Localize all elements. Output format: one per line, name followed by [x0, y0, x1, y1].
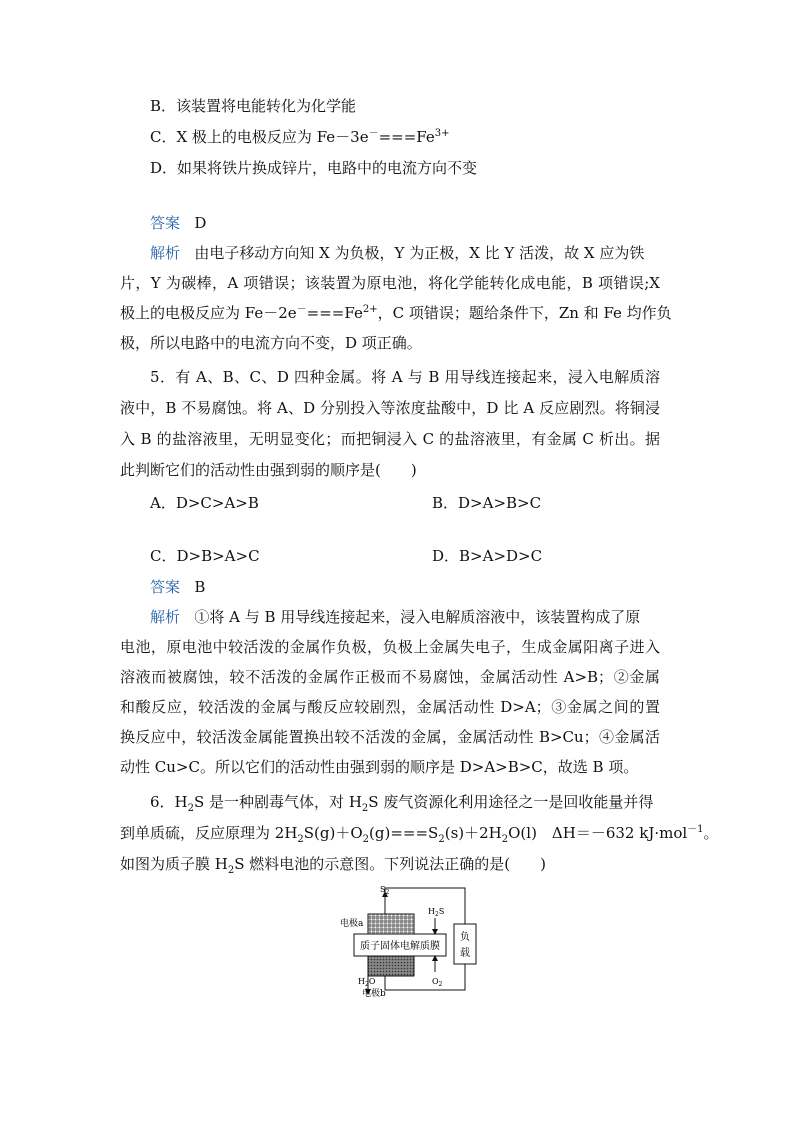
q4-analysis-line-2: 片，Y 为碳棒，A 项错误；该装置为原电池，将化学能转化成电能，B 项错误;X — [120, 274, 660, 292]
membrane-label: 质子固体电解质膜 — [360, 941, 440, 952]
h2o-label: $H_2O$ — [358, 977, 376, 988]
electrode-a-label: 电极a — [340, 919, 364, 929]
q4-analysis-line-1: 解析 由电子移动方向知 X 为负极，Y 为正极，X 比 Y 活泼，故 X 应为铁 — [150, 244, 645, 262]
q5-option-b: B．D>A>B>C — [432, 494, 542, 512]
q5-option-d: D．B>A>D>C — [432, 547, 543, 565]
load-label-2: 载 — [460, 948, 470, 959]
q5-analysis-line-4: 和酸反应，较活泼的金属与酸反应较剧烈，金属活动性 D>A；③金属之间的置 — [120, 698, 660, 716]
q6-stem-line-2: 到单质硫，反应原理为 $2H_2S(g)+O_2(g)===S_2(s)+2H_2O(l)$ ΔH＝－632 kJ·mol$^{-1}$。 — [120, 824, 719, 845]
electrode-b — [368, 956, 414, 976]
q5-stem-line-2: 液中，B 不易腐蚀。将 A、D 分别投入等浓度盐酸中，D 比 A 反应剧烈。将铜浸 — [120, 399, 660, 417]
q5-analysis-line-5: 换反应中，较活泼金属能置换出较不活泼的金属，金属活动性 B>Cu；④金属活 — [120, 728, 660, 746]
q4-analysis-line-4: 极，所以电路中的电流方向不变，D 项正确。 — [120, 334, 422, 352]
s2-label: $S_2$ — [380, 885, 390, 896]
analysis-label: 解析 — [150, 608, 181, 626]
q4-option-b: B．该装置将电能转化为化学能 — [150, 97, 357, 115]
fuel-cell-diagram — [340, 880, 490, 1000]
q4-option-c: C．X 极上的电极反应为 $Fe-3e^-===Fe^{3+}$ — [150, 128, 450, 146]
q5-option-c: C．D>B>A>C — [150, 547, 260, 565]
q5-stem-line-1: 5．有 A、B、C、D 四种金属。将 A 与 B 用导线连接起来，浸入电解质溶 — [150, 368, 660, 386]
load-label-1: 负 — [460, 932, 470, 943]
q5-stem-line-4: 此判断它们的活动性由强到弱的顺序是( ) — [120, 461, 417, 479]
q4-analysis-line-3: 极上的电极反应为 $Fe-2e^-===Fe^{2+}$，C 项错误；题给条件下，Zn 和 Fe 均作负 — [120, 304, 672, 322]
answer-label: 答案 — [150, 578, 181, 596]
q5-stem-line-3: 入 B 的盐溶液里，无明显变化；而把铜浸入 C 的盐溶液里，有金属 C 析出。据 — [120, 430, 660, 448]
electrode-b-label: 电极b — [362, 989, 386, 999]
q5-analysis-line-2: 电池，原电池中较活泼的金属作负极，负极上金属失电子，生成金属阳离子进入 — [120, 638, 660, 656]
q6-stem-line-3: 如图为质子膜 $H_2S$ 燃料电池的示意图。下列说法正确的是( ) — [120, 855, 546, 876]
answer-value: D — [194, 214, 207, 232]
answer-label: 答案 — [150, 214, 181, 232]
q4-answer — [150, 211, 206, 235]
q5-option-a: A．D>C>A>B — [150, 494, 259, 512]
q5-analysis-line-3: 溶液而被腐蚀，较不活泼的金属作正极而不易腐蚀，金属活动性 A>B；②金属 — [120, 668, 660, 686]
electrode-a — [368, 914, 414, 934]
analysis-label: 解析 — [150, 244, 181, 262]
q6-stem-line-1: 6．$H_2S$ 是一种剧毒气体，对 $H_2S$ 废气资源化利用途径之一是回收能量并得 — [150, 793, 654, 814]
h2s-label: $H_2S$ — [428, 907, 445, 918]
o2-label: $O_2$ — [432, 977, 443, 988]
q5-analysis-line-6: 动性 Cu>C。所以它们的活动性由强到弱的顺序是 D>A>B>C，故选 B 项。 — [120, 758, 639, 776]
q5-answer — [150, 575, 205, 599]
q5-analysis-line-1: 解析 ①将 A 与 B 用导线连接起来，浸入电解质溶液中，该装置构成了原 — [150, 608, 641, 626]
answer-value: B — [194, 578, 206, 596]
q4-option-d: D．如果将铁片换成锌片，电路中的电流方向不变 — [150, 159, 478, 177]
